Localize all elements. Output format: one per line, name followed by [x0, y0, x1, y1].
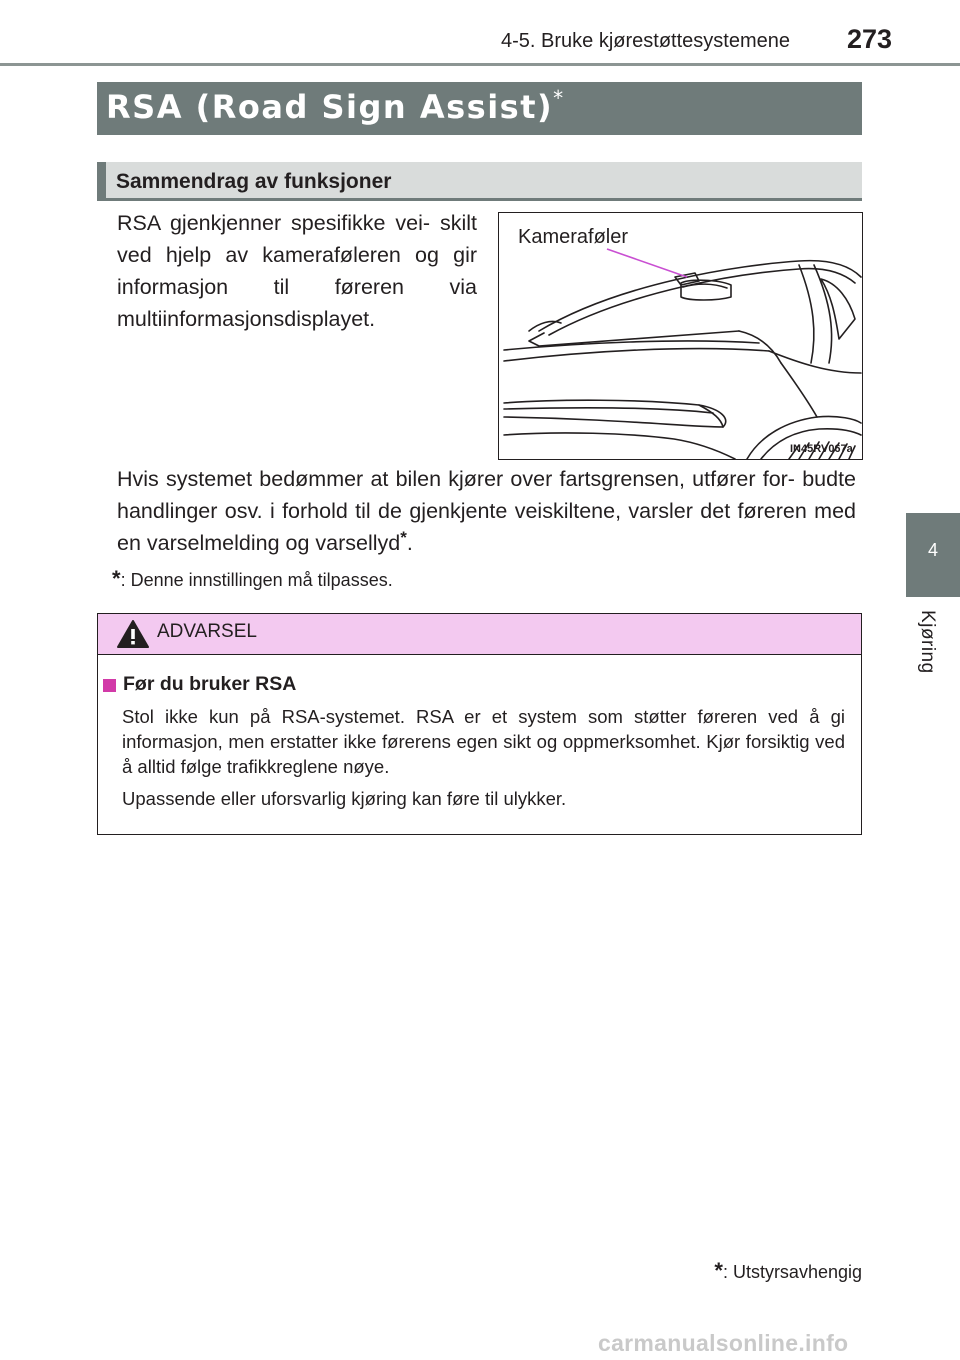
- page-title-text: RSA (Road Sign Assist): [106, 88, 554, 126]
- section-header: 4-5. Bruke kjørestøttesystemene: [501, 30, 790, 52]
- description-text: Hvis systemet bedømmer at bilen kjører over fartsgrensen, utfører for- budte handlinger osv. i forhold til de gjenkjente veiskiltene, varsler det føreren med en varselmelding og varsellyd: [117, 467, 856, 555]
- setting-footnote-marker: *: [112, 566, 121, 591]
- warning-triangle-icon: [116, 619, 150, 649]
- chapter-tab-number: 4: [927, 540, 938, 560]
- page-number: 273: [846, 24, 892, 54]
- subheading: Sammendrag av funksjoner: [116, 170, 392, 193]
- warning-paragraph: Stol ikke kun på RSA-systemet. RSA er et system som støtter føreren ved å gi informasjon, men erstatter ikke førerens egen sikt og oppmerksomhet. Kjør forsiktig ved å alltid følge trafikkreglene nøye.: [122, 706, 845, 777]
- car-windshield-illustration: [499, 213, 862, 459]
- description-end: .: [406, 531, 413, 555]
- warning-label: ADVARSEL: [157, 621, 257, 642]
- warning-paragraph: Upassende eller uforsvarlig kjøring kan føre til ulykker.: [122, 788, 567, 809]
- title-footnote-marker: *: [553, 86, 564, 110]
- equipment-footnote-text: : Utstyrsavhengig: [722, 1262, 862, 1282]
- subheading-marker: [97, 162, 106, 201]
- equipment-footnote-marker: *: [714, 1258, 723, 1283]
- description-paragraph: [117, 463, 856, 559]
- camera-sensor-label: Kameraføler: [518, 226, 629, 248]
- setting-footnote-text: : Denne innstillingen må tilpasses.: [120, 570, 393, 590]
- setting-footnote: [112, 566, 393, 592]
- equipment-footnote: [714, 1258, 862, 1284]
- watermark: carmanualsonline.info: [598, 1330, 849, 1356]
- warning-title: Før du bruker RSA: [123, 673, 297, 695]
- footnote-marker: *: [400, 528, 407, 547]
- camera-sensor-figure: [498, 212, 863, 460]
- warning-bullet-icon: [103, 679, 116, 692]
- chapter-tab-label: Kjøring: [917, 610, 938, 674]
- warning-body: [122, 704, 845, 818]
- page-title: [106, 88, 563, 126]
- figure-code: IN45RV067a: [790, 443, 853, 455]
- header-divider: [0, 63, 960, 66]
- intro-text: RSA gjenkjenner spesifikke vei- skilt ved hjelp av kameraføleren og gir informasjon til føreren via multiinformasjonsdisplayet.: [117, 211, 477, 331]
